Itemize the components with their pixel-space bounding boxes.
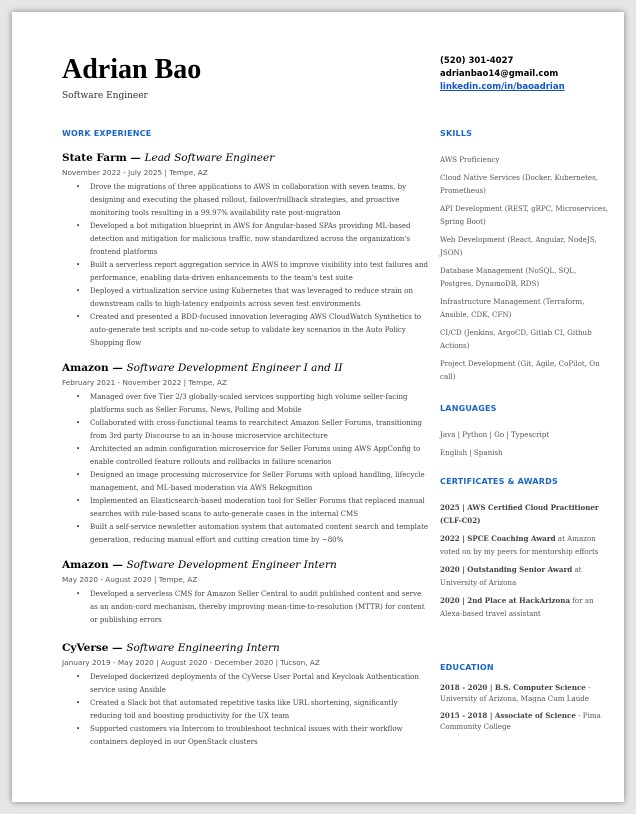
certs-item-detail: at University of Arizona [440, 565, 582, 587]
role: Lead Software Engineer [144, 152, 275, 164]
company: CyVerse [62, 642, 109, 654]
candidate-title: Software Engineer [62, 91, 148, 101]
job-entry [62, 362, 432, 546]
bullet-item: • Developed dockerized deployments of the CyVerse User Portal and Keycloak Authentication service using Ansible [62, 670, 430, 696]
skills-list [440, 153, 610, 388]
role: Software Development Engineer Intern [126, 559, 337, 571]
certificates-list [440, 501, 610, 625]
resume-page [12, 12, 624, 802]
bullet-item: • Developed a serverless CMS for Amazon Seller Central to audit published content and serve as an andon-cord mechanism, thereby improving mean-time-to-resolution (MTTR) for content or publishing errors [62, 587, 430, 626]
education-list [440, 682, 610, 738]
certificates-heading: CERTIFICATES & AWARDS [440, 477, 558, 486]
job-title: Amazon — Software Development Engineer I and II [62, 362, 343, 374]
role: Software Engineering Intern [126, 642, 280, 654]
skills-heading: SKILLS [440, 129, 473, 138]
linkedin-link[interactable]: linkedin.com/in/baoadrian [440, 82, 565, 92]
bullet-item: • Created a Slack bot that automated repetitive tasks like URL shortening, significantly reducing toil and boosting productivity for the UX team [62, 696, 430, 722]
job-dates: May 2020 - August 2020 | Tempe, AZ [62, 575, 198, 584]
education-item-title: 2015 - 2018 | Associate of Science [440, 711, 576, 720]
skills-item: Infrastructure Management (Terraform, Ansible, CDK, CFN) [440, 297, 585, 319]
certs-item-detail: at Amazon voted on by my peers for mentorship efforts [440, 534, 599, 556]
skills-item: Project Development (Git, Agile, CoPilot, On call) [440, 359, 600, 381]
bullet-item: • Collaborated with cross-functional teams to rearchitect Amazon Seller Forums, transitioning from 3rd party Discourse to an in-house microservice architecture [62, 416, 430, 442]
languages-item: Java | Python | Go | Typescript [440, 430, 550, 439]
company: State Farm [62, 152, 127, 164]
skills-item: CI/CD (Jenkins, ArgoCD, Gitlab CI, Github Actions) [440, 328, 592, 350]
bullet-item: • Developed a bot mitigation blueprint in AWS for Angular-based SPAs providing ML-based detection and mitigation for malicious traffic, now standardized across the organization's frontend platforms [62, 219, 430, 258]
education-item-title: 2018 - 2020 | B.S. Computer Science [440, 683, 586, 692]
certs-item [440, 594, 610, 620]
certs-item-detail: for an Alexa-based travel assistant [440, 596, 594, 618]
job-bullets [62, 390, 432, 546]
job-title: CyVerse — Software Engineering Intern [62, 642, 280, 654]
certs-item-title: 2022 | SPCE Coaching Award [440, 534, 556, 543]
company: Amazon [62, 362, 109, 374]
candidate-name: Adrian Bao [62, 54, 202, 85]
job-dates: November 2022 - July 2025 | Tempe, AZ [62, 168, 208, 177]
job-bullets [62, 670, 432, 748]
job-bullets [62, 587, 432, 626]
job-bullets [62, 180, 432, 349]
role: Software Development Engineer I and II [126, 362, 343, 374]
languages-heading: LANGUAGES [440, 404, 497, 413]
skills-item: Database Management (NoSQL, SQL, Postgres, DynamoDB, RDS) [440, 266, 577, 288]
bullet-item: • Created and presented a BDD-focused innovation leveraging AWS CloudWatch Synthetics to auto-generate test scripts and no-code setup to validate key scenarios in the Auto Policy Shopping flow [62, 310, 430, 349]
education-item [440, 710, 610, 732]
job-entry [62, 642, 432, 748]
bullet-item: • Built a self-service newsletter automation system that automated content search and template generation, reducing manual effort and cutting creation time by ~80% [62, 520, 430, 546]
bullet-item: • Deployed a virtualization service using Kubernetes that was leveraged to reduce strain on downstream calls to high-latency endpoints across seven test environments [62, 284, 430, 310]
skills-item: AWS Proficiency [440, 155, 500, 164]
skills-item: Web Development (React, Angular, NodeJS, JSON) [440, 235, 597, 257]
education-item-detail: - Pima Community College [440, 711, 601, 731]
job-entry [62, 152, 432, 349]
education-item [440, 682, 610, 704]
certs-item [440, 532, 610, 558]
email: adrianbao14@gmail.com [440, 69, 559, 79]
job-title: Amazon — Software Development Engineer Intern [62, 559, 337, 571]
education-heading: EDUCATION [440, 663, 494, 672]
phone: (520) 301-4027 [440, 56, 514, 66]
job-title: State Farm — Lead Software Engineer [62, 152, 275, 164]
bullet-item: • Drove the migrations of three applications to AWS in collaboration with seven teams, by designing and executing the phased rollout, failover/rollback strategies, and proactive monitoring tools resulting in a 99.97% availability rate post-migration [62, 180, 430, 219]
skills-item: API Development (REST, gRPC, Microservices, Spring Boot) [440, 204, 609, 226]
education-item-detail: - University of Arizona, Magna Cum Laude [440, 683, 591, 703]
certs-item-title: 2020 | Outstanding Senior Award [440, 565, 573, 574]
certs-item [440, 501, 610, 527]
job-dates: January 2019 - May 2020 | August 2020 - December 2020 | Tucson, AZ [62, 658, 320, 667]
languages-item: English | Spanish [440, 448, 503, 457]
skills-item: Cloud Native Services (Docker, Kubernetes, Prometheus) [440, 173, 599, 195]
job-dates: February 2021 - November 2022 | Tempe, AZ [62, 378, 228, 387]
bullet-item: • Implemented an Elasticsearch-based moderation tool for Seller Forums that replaced manual searches with rule-based scans to auto-generate cases in the internal CMS [62, 494, 430, 520]
certs-item-title: 2025 | AWS Certified Cloud Practitioner (CLF-C02) [440, 503, 599, 525]
company: Amazon [62, 559, 109, 571]
contact-info [440, 55, 565, 94]
bullet-item: • Built a serverless report aggregation service in AWS to improve visibility into test failures and performance, enabling data-driven enhancements to the team's test suite [62, 258, 430, 284]
bullet-item: • Designed an image processing microservice for Seller Forums with upload handling, lifecycle management, and ML-based moderation via AWS Rekognition [62, 468, 430, 494]
languages-list [440, 428, 610, 464]
job-entry [62, 559, 432, 626]
bullet-item: • Architected an admin configuration microservice for Seller Forums using AWS AppConfig to enable controlled feature rollouts and rollbacks in failure scenarios [62, 442, 430, 468]
bullet-item: • Supported customers via Intercom to troubleshoot technical issues with their workflow containers deployed in our OpenStack clusters [62, 722, 430, 748]
work-experience-heading: WORK EXPERIENCE [62, 129, 152, 138]
bullet-item: • Managed over five Tier 2/3 globally-scaled services supporting high volume seller-facing platforms such as Seller Forums, News, Polling and Mobile [62, 390, 430, 416]
certs-item-title: 2020 | 2nd Place at HackArizona [440, 596, 571, 605]
certs-item [440, 563, 610, 589]
